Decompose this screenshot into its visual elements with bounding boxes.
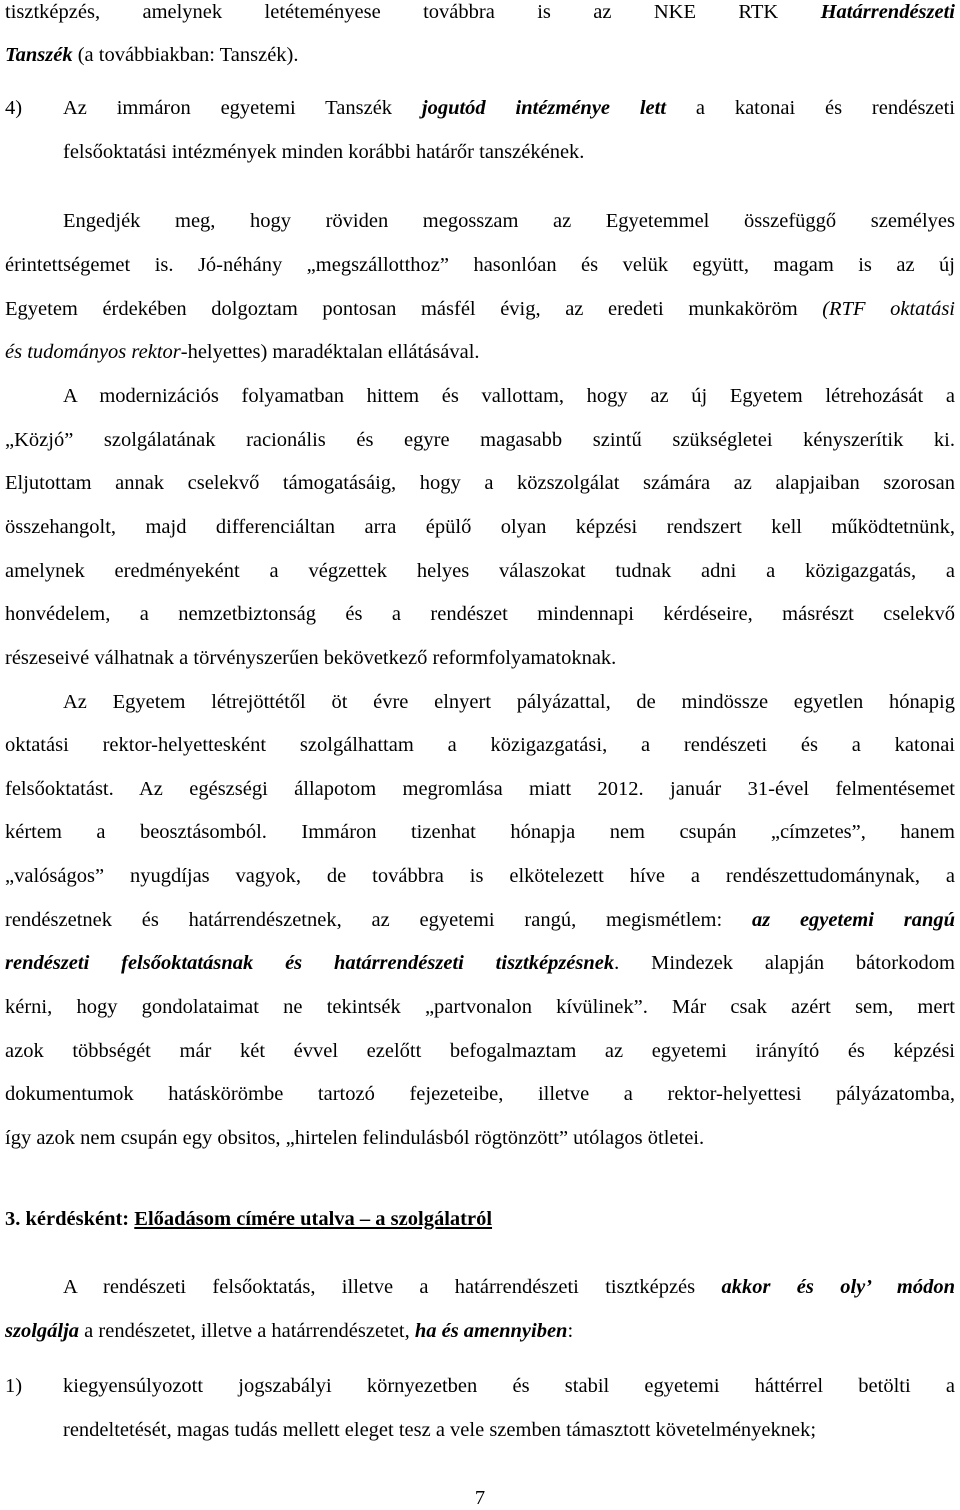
- text-line: [5, 864, 955, 888]
- text-line: [5, 559, 955, 583]
- text-line: [63, 384, 955, 408]
- text-run: tisztképzés, amelynek letéteményese továbbra is az NKE RTK: [5, 1, 821, 23]
- text-line: [5, 340, 480, 364]
- text-line: [5, 1082, 955, 1106]
- text-line: [63, 690, 955, 714]
- text-line: [63, 209, 955, 233]
- text-line: [5, 820, 955, 844]
- text-run: -helyettes) maradéktalan ellátásával.: [180, 341, 480, 363]
- text-run: Tanszék: [5, 44, 73, 66]
- text-run: „valóságos” nyugdíjas vagyok, de továbbra is elkötelezett híve a rendészettudománynak, a: [5, 865, 955, 887]
- text-run: rendészetnek és határrendészetnek, az egyetemi rangú, megismétlem:: [5, 909, 752, 931]
- text-run: Egyetem érdekében dolgoztam pontosan másfél évig, az eredeti munkaköröm: [5, 298, 823, 320]
- text-line: [63, 1418, 816, 1442]
- text-run: a rendészetet, illetve a határrendészetet,: [79, 1320, 415, 1342]
- text-run: Engedjék meg, hogy röviden megosszam az Egyetemmel összefüggő személyes: [63, 210, 955, 232]
- text-run: rendeltetését, magas tudás mellett eleget tesz a vele szemben támasztott követelményeknek;: [63, 1419, 817, 1441]
- list-item-number: 4): [5, 97, 23, 119]
- text-run: így azok nem csupán egy obsitos, „hirtelen felindulásból rögtönzött” utólagos ötletei.: [5, 1127, 705, 1149]
- text-run: és tudományos rektor: [5, 341, 181, 363]
- text-run: a katonai és rendészeti: [666, 97, 956, 119]
- text-line: [5, 1319, 573, 1343]
- text-line: [5, 1039, 955, 1063]
- text-line: [5, 1126, 704, 1150]
- text-run: amelynek eredményeként a végzettek helyes válaszokat tudnak adni a közigazgatás, a: [5, 560, 955, 582]
- section-heading: [5, 1207, 492, 1231]
- text-run: az egyetemi rangú: [751, 909, 955, 931]
- text-run: 3. kérdésként:: [5, 1208, 135, 1230]
- text-line: [5, 43, 299, 67]
- text-run: szolgálja: [5, 1320, 80, 1342]
- text-run: kérni, hogy gondolataimat ne tekintsék „partvonalon kívülinek”. Már csak azért sem, mert: [5, 996, 955, 1018]
- text-run: összehangolt, majd differenciáltan arra épülő olyan képzési rendszert kell működtetnünk,: [5, 516, 955, 538]
- text-line: [5, 428, 955, 452]
- text-run: akkor és oly’ módon: [721, 1276, 955, 1298]
- text-run: „Közjó” szolgálatának racionális és egyre magasabb szintű szükségletei kényszerítik ki.: [5, 429, 955, 451]
- text-run: rendészeti felsőoktatásnak és határrendészeti tisztképzésnek: [5, 952, 615, 974]
- text-line: [5, 515, 955, 539]
- text-run: Előadásom címére utalva – a szolgálatról: [134, 1208, 493, 1230]
- text-line: [5, 733, 955, 757]
- text-run: (RTF oktatási: [822, 298, 956, 320]
- text-run: :: [567, 1320, 574, 1342]
- text-line: [5, 602, 955, 626]
- text-line: [63, 140, 584, 164]
- text-run: Az immáron egyetemi Tanszék: [63, 97, 422, 119]
- text-line: [5, 646, 616, 670]
- text-run: oktatási rektor-helyettesként szolgálhattam a közigazgatási, a rendészeti és a katonai: [5, 734, 955, 756]
- text-run: (a továbbiakban: Tanszék).: [72, 44, 299, 66]
- text-run: kiegyensúlyozott jogszabályi környezetben és stabil egyetemi háttérrel betölti a: [63, 1375, 955, 1397]
- text-run: A rendészeti felsőoktatás, illetve a határrendészeti tisztképzés: [63, 1276, 722, 1298]
- text-run: A modernizációs folyamatban hittem és vallottam, hogy az új Egyetem létrehozását a: [63, 385, 955, 407]
- text-line: [5, 995, 955, 1019]
- text-line: [63, 1275, 955, 1299]
- text-run: felsőoktatási intézmények minden korábbi határőr tanszékének.: [63, 141, 585, 163]
- text-run: kértem a beosztásomból. Immáron tizenhat hónapja nem csupán „címzetes”, hanem: [5, 821, 955, 843]
- text-run: Eljutottam annak cselekvő támogatásáig, hogy a közszolgálat számára az alapjaiban szorosan: [5, 472, 955, 494]
- text-run: jogutód intézménye lett: [421, 97, 667, 119]
- text-run: azok többségét már két évvel ezelőtt befogalmaztam az egyetemi irányító és képzési: [5, 1040, 955, 1062]
- text-line: [5, 471, 955, 495]
- text-run: Határrendészeti: [820, 1, 955, 23]
- text-line: [5, 297, 955, 321]
- text-line: [63, 1374, 955, 1398]
- text-run: Az Egyetem létrejöttétől öt évre elnyert pályázattal, de mindössze egyetlen hónapig: [63, 691, 955, 713]
- text-run: részeseivé válhatnak a törvényszerűen bekövetkező reformfolyamatoknak.: [5, 647, 617, 669]
- text-run: dokumentumok hatáskörömbe tartozó fejezeteibe, illetve a rektor-helyettesi pályázatomba,: [5, 1083, 955, 1105]
- text-run: . Mindezek alapján bátorkodom: [614, 952, 955, 974]
- text-run: felsőoktatást. Az egészségi állapotom megromlása miatt 2012. január 31-ével felmentésemet: [5, 778, 955, 800]
- text-line: [5, 0, 955, 24]
- page-number: 7: [474, 1487, 486, 1509]
- text-line: [5, 951, 955, 975]
- list-item-number: 1): [5, 1375, 23, 1397]
- text-run: ha és amennyiben: [414, 1320, 568, 1342]
- text-run: érintettségemet is. Jó-néhány „megszállotthoz” hasonlóan és velük együtt, magam is az új: [5, 254, 955, 276]
- text-line: [5, 777, 955, 801]
- text-run: honvédelem, a nemzetbiztonság és a rendészet mindennapi kérdéseire, másrészt cselekvő: [5, 603, 955, 625]
- text-line: [63, 96, 955, 120]
- text-line: [5, 908, 955, 932]
- text-line: [5, 253, 955, 277]
